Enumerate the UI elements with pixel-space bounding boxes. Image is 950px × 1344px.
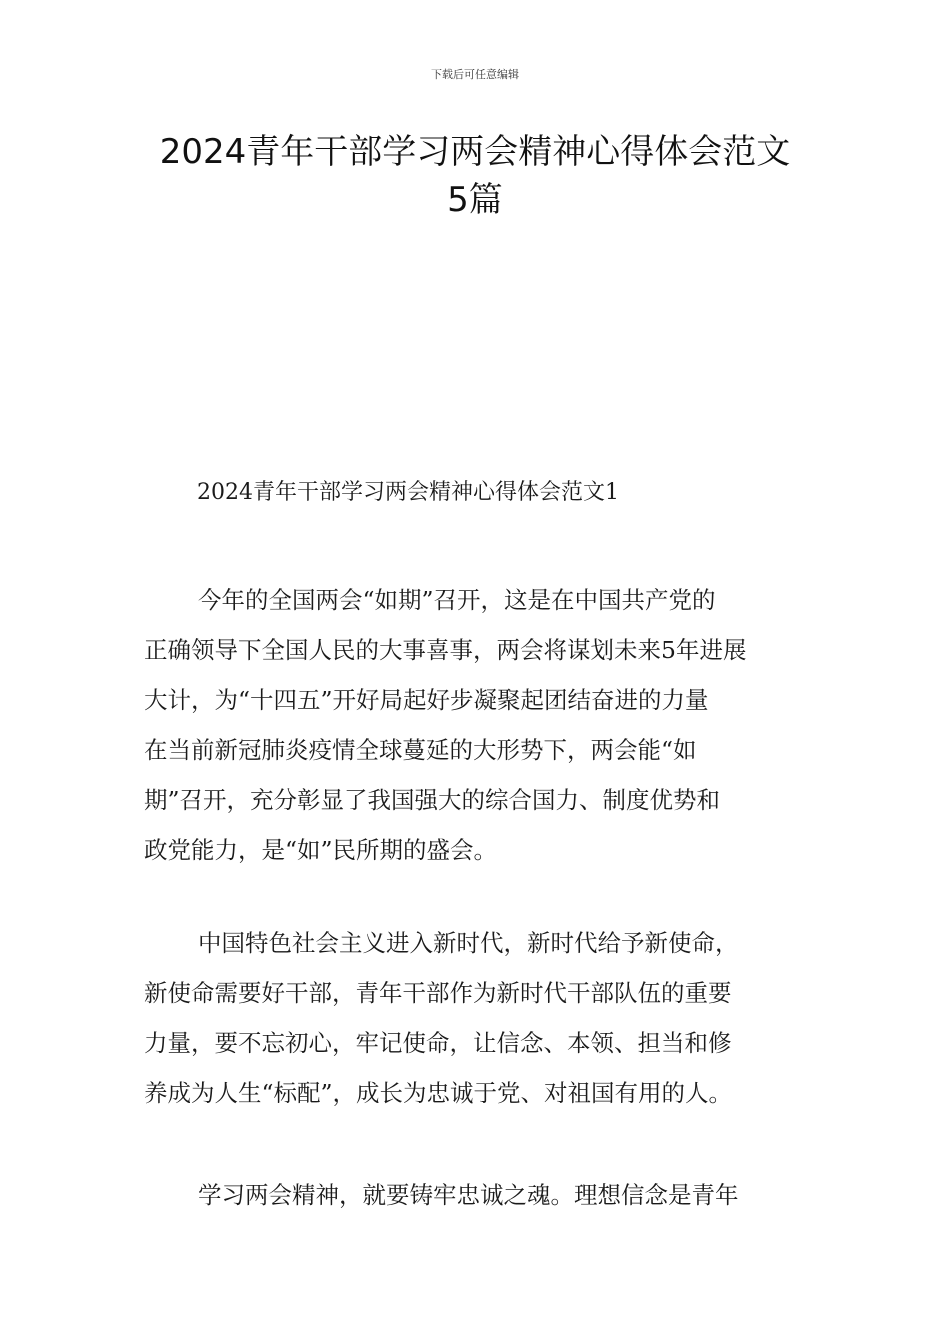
paragraph-line: 养成为人生“标配”，成长为忠诚于党、对祖国有用的人。 (144, 1079, 733, 1107)
paragraph-line: 在当前新冠肺炎疫情全球蔓延的大形势下，两会能“如 (144, 736, 697, 764)
header-note: 下载后可任意编辑 (431, 68, 519, 81)
paragraph-3 (144, 1170, 812, 1220)
title-line-1: 2024青年干部学习两会精神心得体会范文 (159, 132, 791, 172)
paragraph-line: 力量，要不忘初心，牢记使命，让信念、本领、担当和修 (144, 1029, 732, 1057)
document-title (100, 128, 850, 224)
paragraph-line: 中国特色社会主义进入新时代，新时代给予新使命， (198, 929, 739, 957)
paragraph-line: 大计，为“十四五”开好局起好步凝聚起团结奋进的力量 (144, 686, 709, 714)
paragraph-line: 学习两会精神，就要铸牢忠诚之魂。理想信念是青年 (198, 1181, 739, 1209)
paragraph-line: 正确领导下全国人民的大事喜事，两会将谋划未来5年进展 (144, 636, 747, 664)
paragraph-line: 期”召开，充分彰显了我国强大的综合国力、制度优势和 (144, 786, 721, 814)
paragraph-line: 今年的全国两会“如期”召开，这是在中国共产党的 (198, 586, 716, 614)
section-heading: 2024青年干部学习两会精神心得体会范文1 (197, 480, 619, 505)
paragraph-line: 政党能力，是“如”民所期的盛会。 (144, 836, 498, 864)
paragraph-1 (144, 575, 812, 875)
title-line-2: 5篇 (447, 180, 503, 220)
paragraph-2 (144, 918, 812, 1118)
paragraph-line: 新使命需要好干部，青年干部作为新时代干部队伍的重要 (144, 979, 732, 1007)
